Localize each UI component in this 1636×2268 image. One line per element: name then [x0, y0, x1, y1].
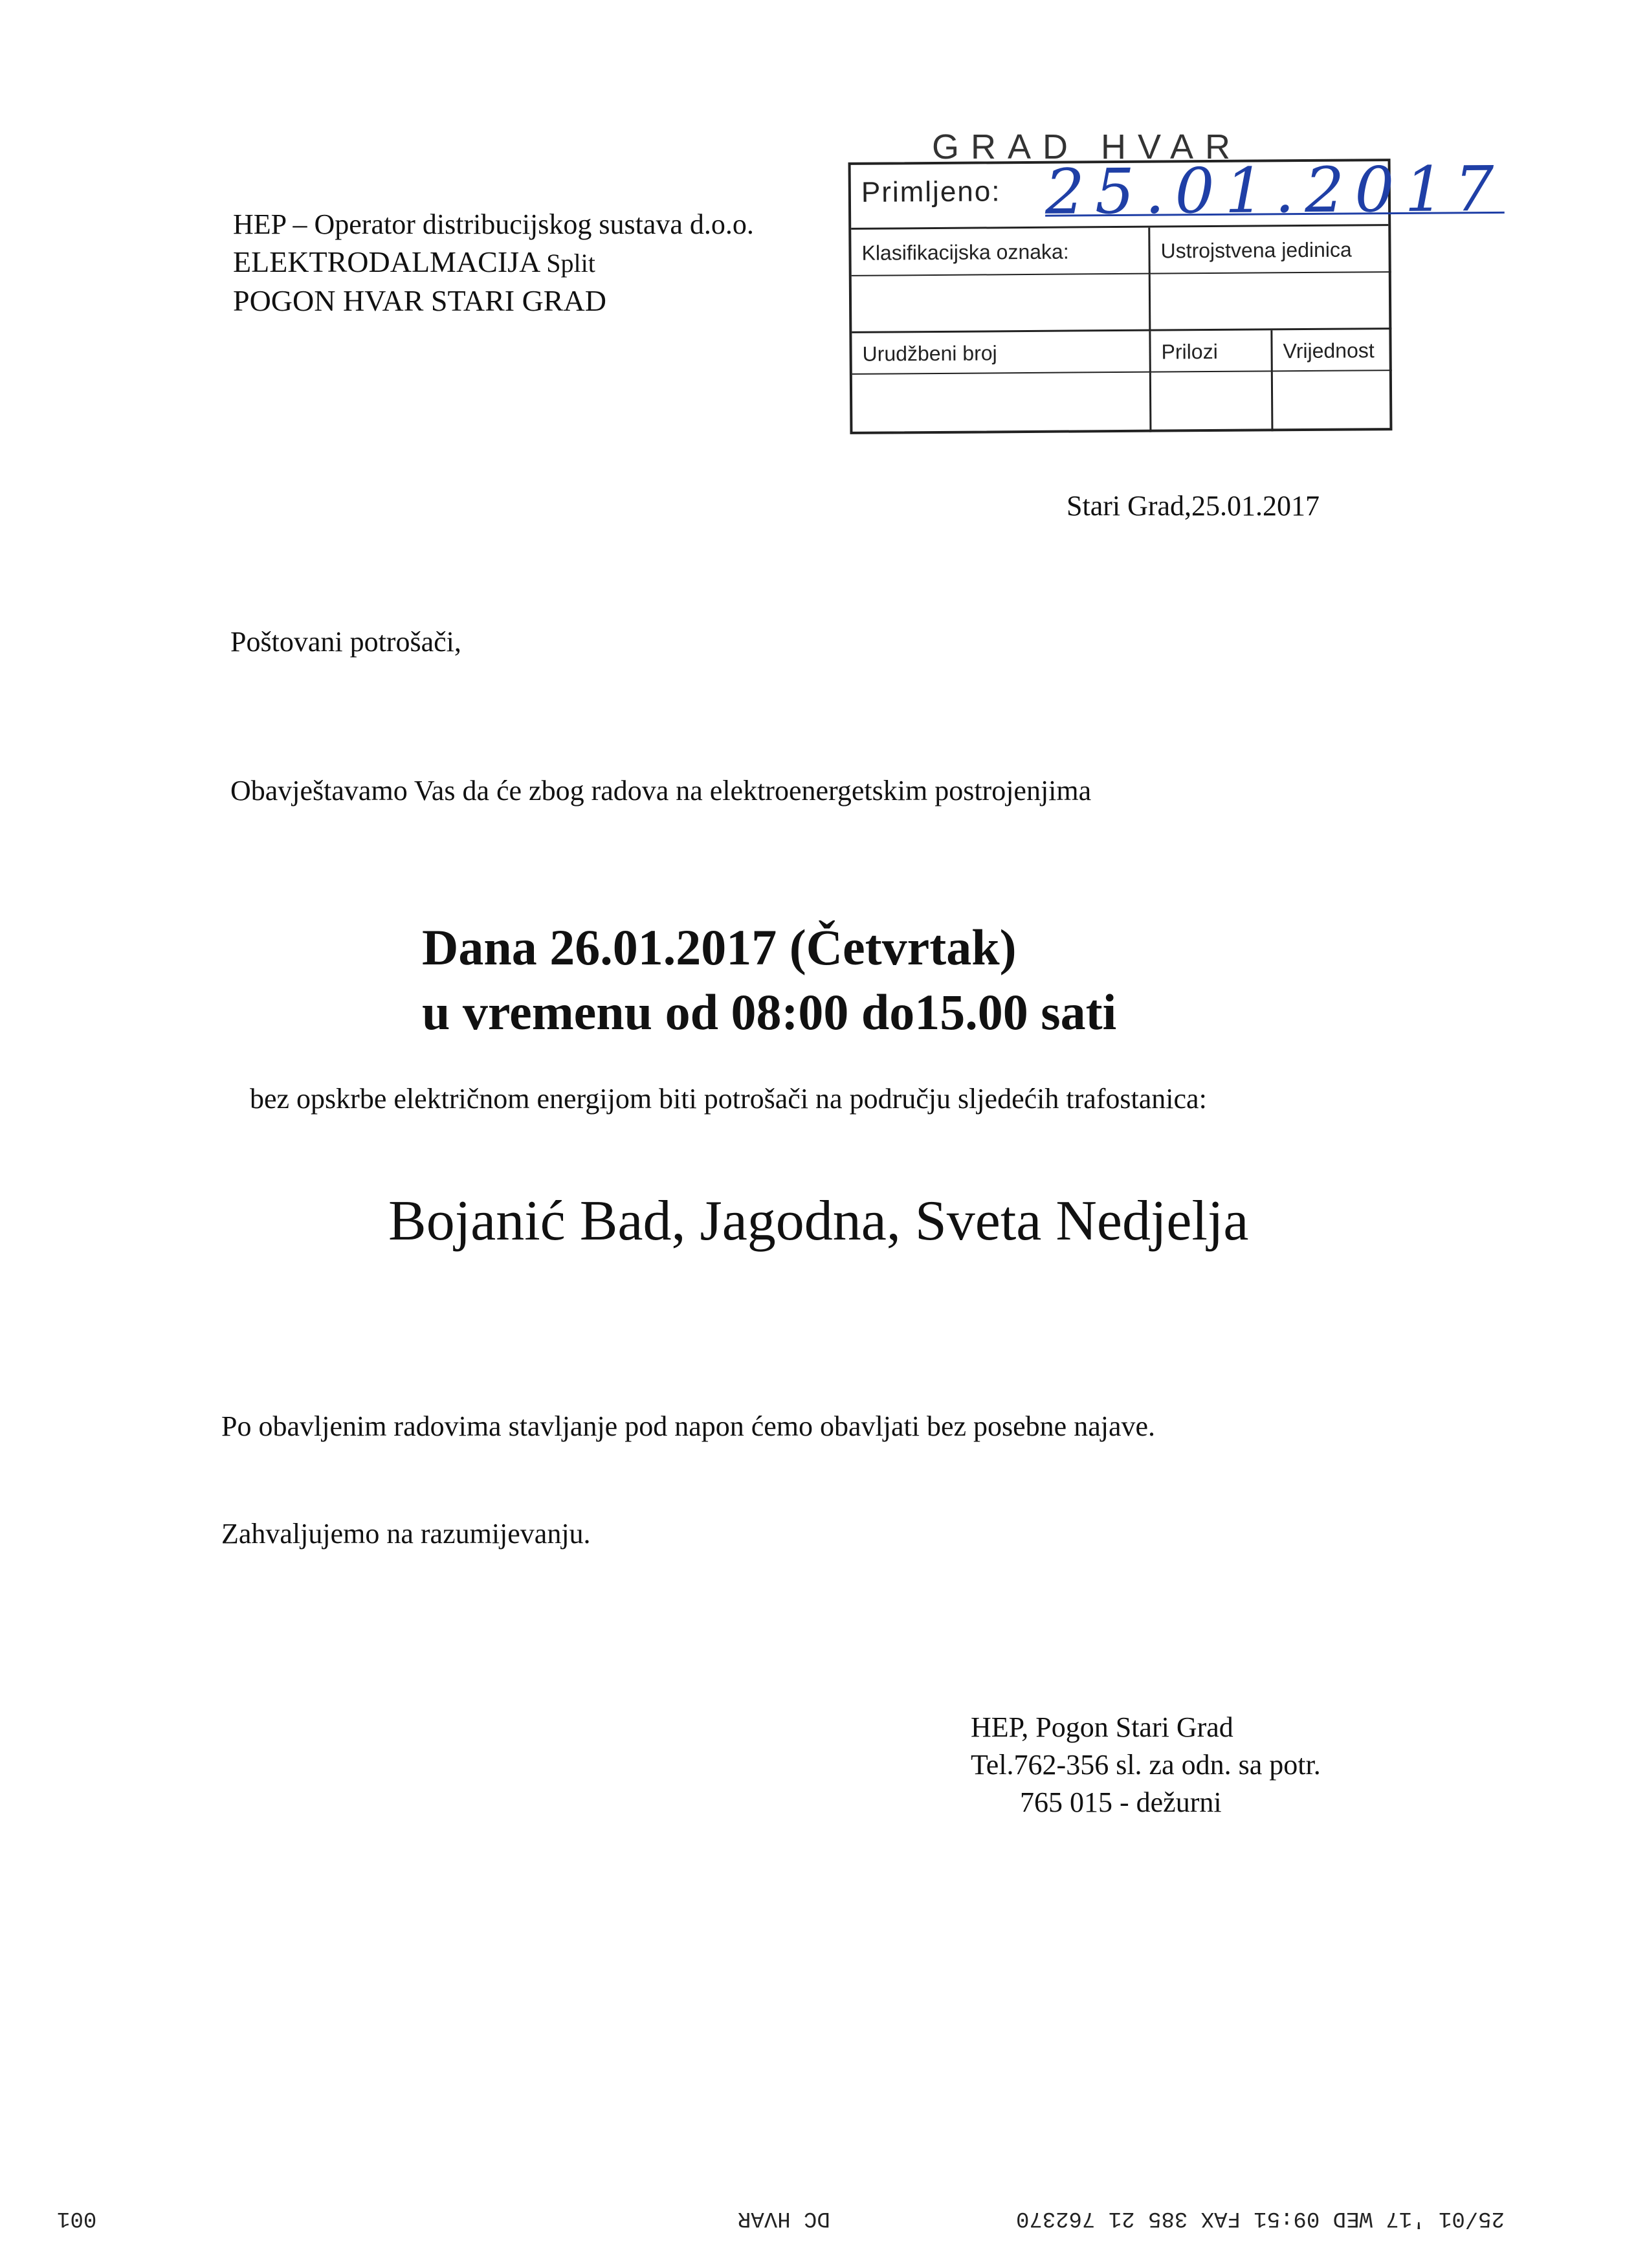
stamp-attachments-header — [1151, 330, 1272, 372]
outage-hours: u vremenu od 08:00 do15.00 sati — [422, 984, 1117, 1040]
stamp-classification-value — [852, 274, 1151, 333]
sender-division-name: ELEKTRODALMACIJA — [233, 245, 539, 278]
stamp-registry-label: Urudžbeni broj — [862, 341, 997, 366]
signature-office: HEP, Pogon Stari Grad — [971, 1711, 1233, 1743]
sender-company: HEP – Operator distribucijskog sustava d.o.o. — [233, 208, 754, 240]
stamp-unit-header — [1150, 226, 1391, 274]
stamp-value-label: Vrijednost — [1283, 339, 1375, 363]
stamp-attachments-value — [1151, 372, 1274, 432]
stamp-classification-label: Klasifikacijska oznaka: — [861, 239, 1069, 265]
thanks-line: Zahvaljujemo na razumijevanju. — [221, 1518, 591, 1550]
affected-stations: Bojanić Bad, Jagodna, Sveta Nedjelja — [388, 1190, 1249, 1252]
stamp-registry-value — [852, 373, 1152, 434]
after-works-paragraph: Po obavljenim radovima stavljanje pod napon ćemo obavljati bez posebne najave. — [221, 1410, 1156, 1442]
fax-sender: DC HVAR — [738, 2206, 830, 2230]
registry-stamp — [848, 152, 1505, 434]
fax-header: 25/01 '17 WED 09:51 FAX 385 21 762370 — [1016, 2206, 1505, 2230]
fax-page-number: 001 — [57, 2206, 97, 2230]
stamp-received-date: 25.01.2017 — [1045, 152, 1505, 228]
stamp-value-value — [1273, 371, 1393, 431]
stamp-registry-header — [852, 331, 1151, 375]
sender-block — [233, 206, 754, 320]
consumers-paragraph: bez opskrbe električnom energijom biti potrošači na području sljedećih trafostanica: — [250, 1083, 1207, 1115]
outage-date: Dana 26.01.2017 (Četvrtak) — [422, 919, 1017, 975]
stamp-title: GRAD HVAR — [932, 128, 1243, 166]
signature-block — [971, 1709, 1321, 1821]
stamp-unit-label: Ustrojstvena jedinica — [1160, 238, 1352, 263]
signature-phone: Tel.762-356 sl. za odn. sa potr. — [971, 1749, 1321, 1781]
stamp-received-row — [851, 152, 1505, 230]
stamp-unit-value — [1151, 272, 1392, 331]
stamp-classification-header — [851, 228, 1150, 276]
intro-paragraph: Obavještavamo Vas da će zbog radova na elektroenergetskim postrojenjima — [230, 775, 1092, 806]
stamp-attachments-label: Prilozi — [1161, 339, 1218, 364]
outage-time-headline — [422, 915, 1116, 1045]
sender-unit: POGON HVAR STARI GRAD — [233, 284, 606, 317]
place-date: Stari Grad,25.01.2017 — [1067, 490, 1320, 522]
sender-division-city: Split — [546, 249, 595, 278]
stamp-received-label: Primljeno: — [861, 175, 1001, 208]
greeting: Poštovani potrošači, — [230, 626, 461, 658]
signature-duty-phone: 765 015 - dežurni — [1020, 1786, 1222, 1818]
stamp-value-header — [1272, 329, 1391, 372]
sender-division — [233, 243, 754, 282]
